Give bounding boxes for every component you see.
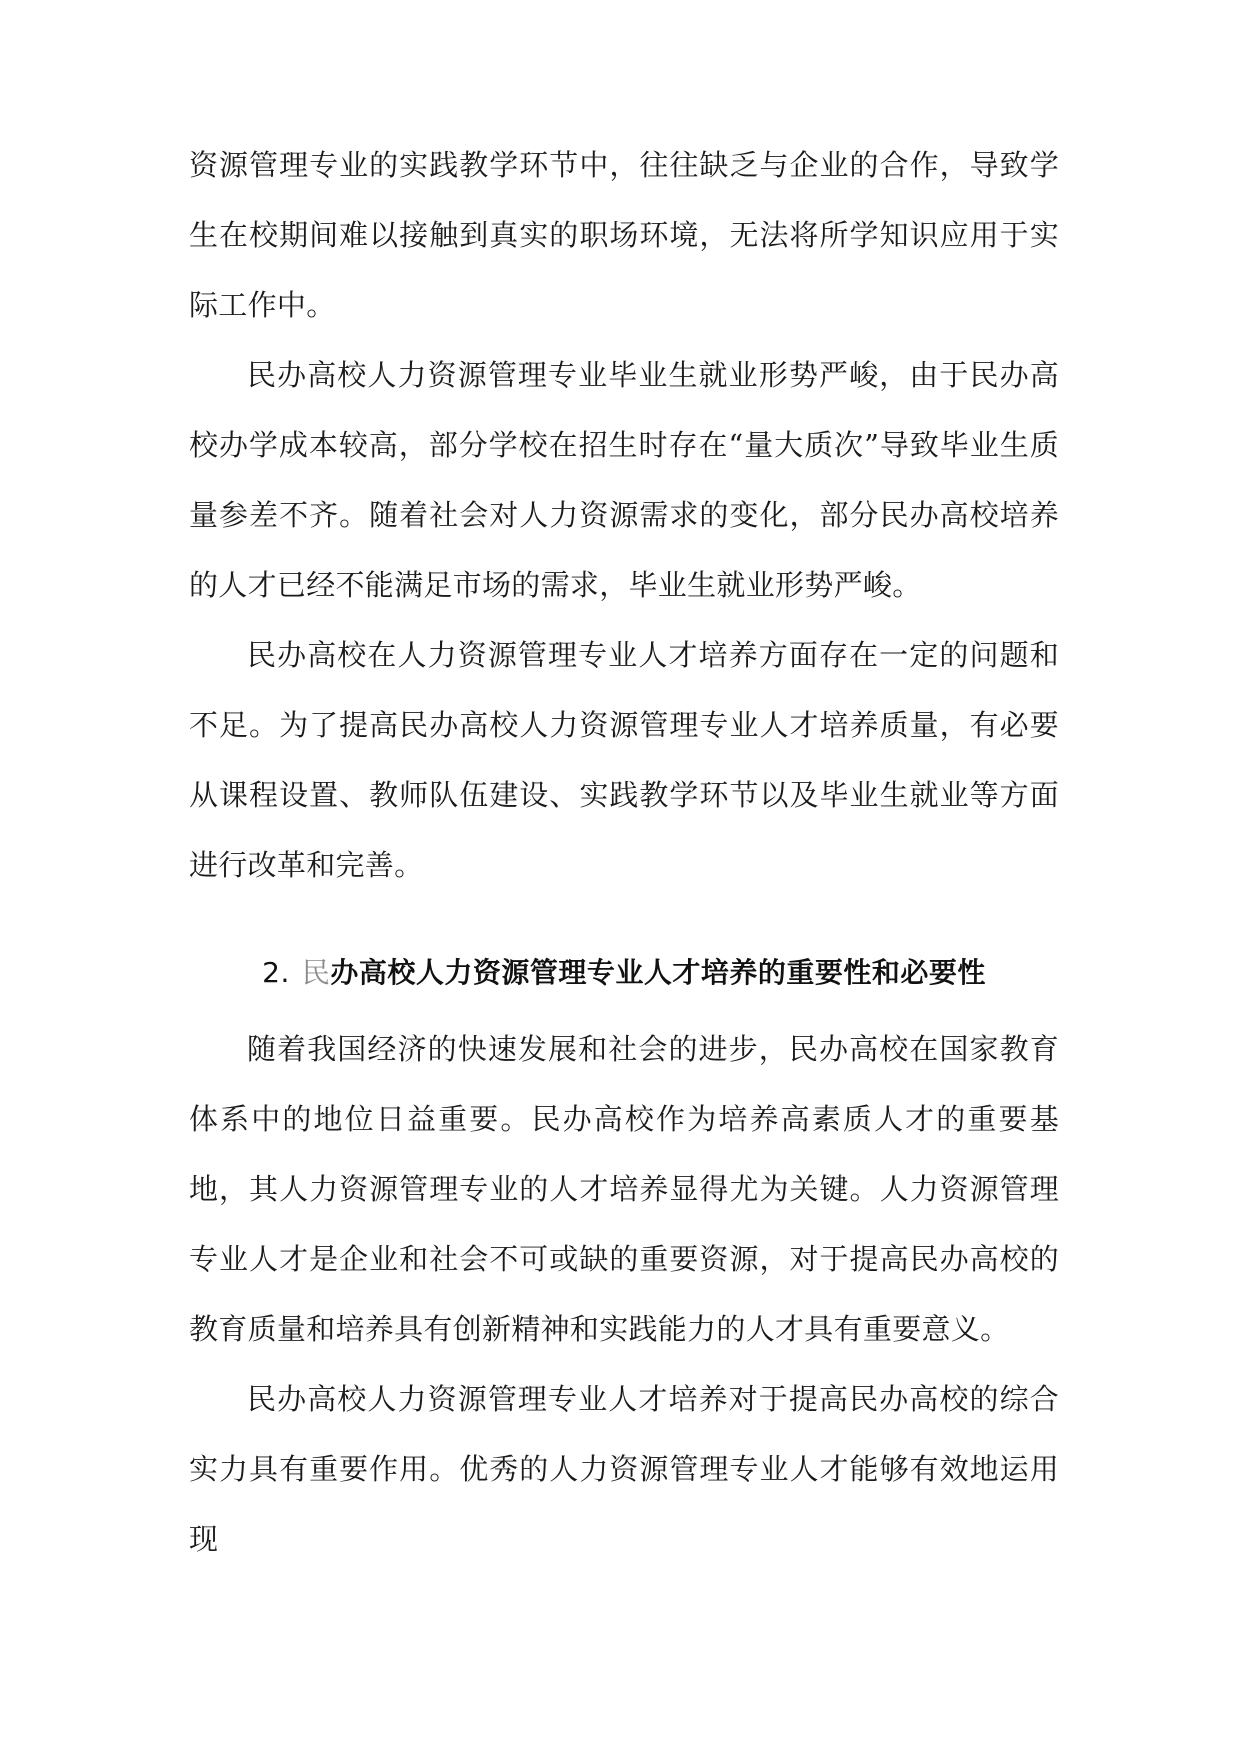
- document-body: [189, 130, 1059, 1574]
- section-number: 2.: [262, 956, 290, 989]
- paragraph-4: 随着我国经济的快速发展和社会的进步，民办高校在国家教育体系中的地位日益重要。民办高校作为培养高素质人才的重要基地，其人力资源管理专业的人才培养显得尤为关键。人力资源管理专业人才是企业和社会不可或缺的重要资源，对于提高民办高校的教育质量和培养具有创新精神和实践能力的人才具有重要意义。: [189, 1032, 1059, 1346]
- section-heading: [189, 938, 1059, 1008]
- paragraph-1: 资源管理专业的实践教学环节中，往往缺乏与企业的合作，导致学生在校期间难以接触到真实的职场环境，无法将所学知识应用于实际工作中。: [189, 148, 1059, 322]
- paragraph-2: 民办高校人力资源管理专业毕业生就业形势严峻，由于民办高校办学成本较高，部分学校在招生时存在“量大质次”导致毕业生质量参差不齐。随着社会对人力资源需求的变化，部分民办高校培养的人才已经不能满足市场的需求，毕业生就业形势严峻。: [189, 358, 1059, 602]
- section-heading-first-char: 民: [301, 956, 331, 989]
- paragraph-3: 民办高校在人力资源管理专业人才培养方面存在一定的问题和不足。为了提高民办高校人力资源管理专业人才培养质量，有必要从课程设置、教师队伍建设、实践教学环节以及毕业生就业等方面进行改革和完善。: [189, 638, 1059, 882]
- section-heading-text: 办高校人力资源管理专业人才培养的重要性和必要性: [330, 956, 986, 989]
- paragraph-5: 民办高校人力资源管理专业人才培养对于提高民办高校的综合实力具有重要作用。优秀的人力资源管理专业人才能够有效地运用现: [189, 1382, 1059, 1556]
